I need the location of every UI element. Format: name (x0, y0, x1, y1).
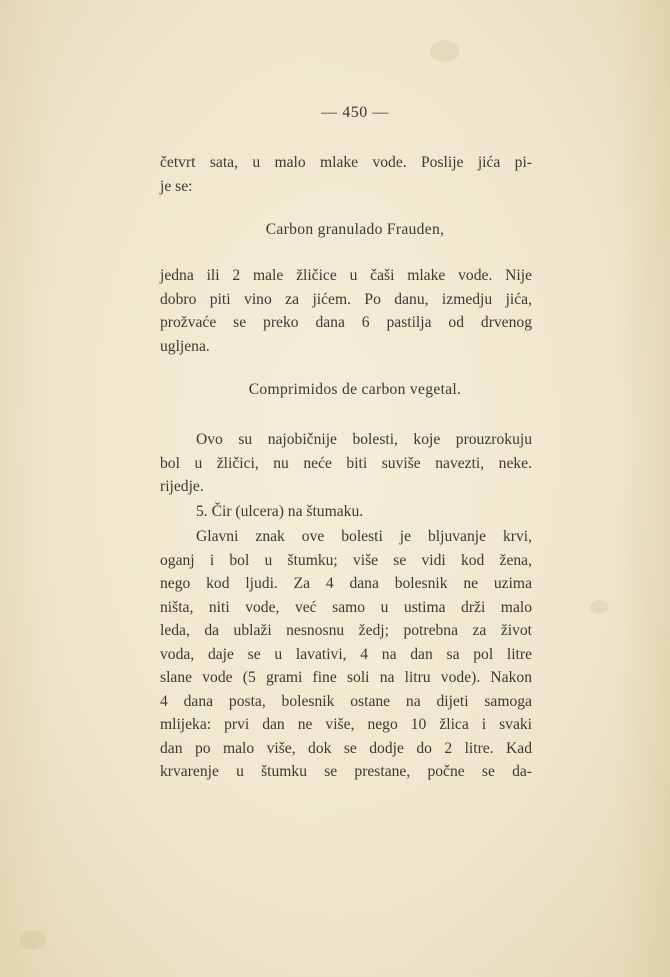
paper-stain (430, 40, 460, 62)
text-line: voda, daje se u lavativi, 4 na dan sa pol litre (160, 645, 532, 663)
text-line: četvrt sata, u malo mlake vode. Poslije jića pi- (160, 154, 532, 171)
text-line: je se: (160, 177, 193, 195)
text-line: Glavni znak ove bolesti je bljuvanje krvi, (196, 528, 532, 545)
text-line: dan po malo više, dok se dodje do 2 litre. Kad (160, 739, 532, 757)
text-line: ništa, niti vode, već samo u ustima drži malo (160, 598, 532, 616)
heading-carbon-granulado: Carbon granulado Frauden, (265, 221, 445, 238)
paragraph-2 (160, 264, 532, 358)
text-line: nego kod ljudi. Za 4 dana bolesnik ne uzima (160, 575, 532, 592)
paper-stain (20, 930, 46, 950)
text-line: dobro piti vino za jićem. Po danu, izmedju jića, (160, 290, 532, 308)
text-line: Ovo su najobičnije bolesti, koje prouzrokuju (196, 431, 532, 448)
section-title: 5. Čir (ulcera) na štumaku. (196, 502, 364, 520)
paragraph-3 (160, 428, 532, 784)
paper-stain (590, 600, 608, 614)
paragraph-1 (160, 151, 532, 198)
text-line: jedna ili 2 male žličice u čaši mlake vode. Nije (160, 267, 532, 284)
heading-comprimidos: Comprimidos de carbon vegetal. (248, 381, 462, 398)
text-line: 4 dana posta, bolesnik ostane na dijeti samoga (160, 692, 532, 710)
page-number: — 450 — (321, 104, 389, 121)
text-line: mlijeka: prvi dan ne više, nego 10 žlica i svaki (160, 716, 532, 733)
text-line: oganj i bol u štumku; više se vidi kod žena, (160, 551, 532, 569)
text-line: ugljena. (160, 337, 210, 355)
text-line: rijedje. (160, 478, 204, 495)
text-line: slane vode (5 grami fine soli na litru vode). Nakon (160, 669, 532, 686)
text-line: prožvaće se preko dana 6 pastilja od drvenog (160, 314, 532, 331)
text-line: bol u žličici, nu neće biti suviše navezti, neke. (160, 454, 532, 472)
text-line: leda, da ublaži nesnosnu žedj; potrebna za život (160, 622, 532, 639)
text-line: krvarenje u štumku se prestane, počne se da- (160, 763, 532, 780)
